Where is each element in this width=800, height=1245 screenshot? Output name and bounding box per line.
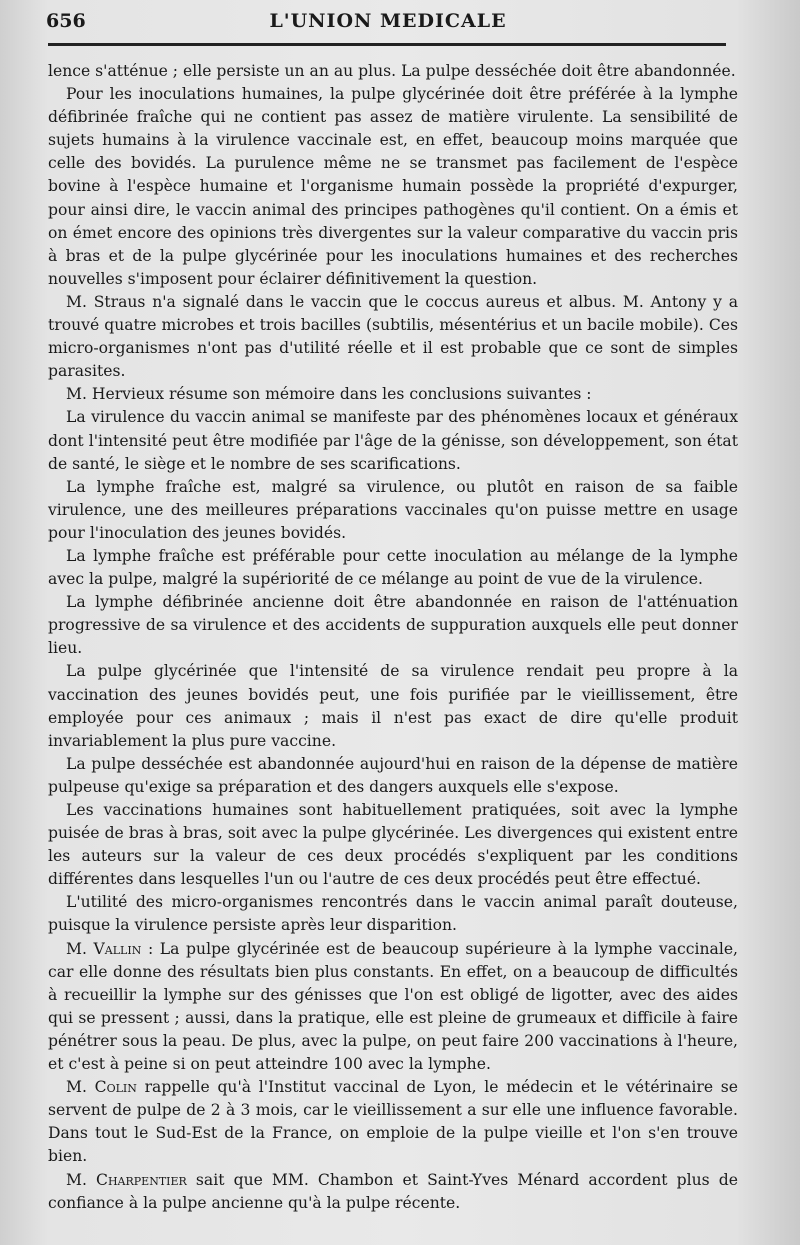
paragraph-text: sait que MM. Chambon et Saint-Yves Ménard accordent plus de confiance à la pulpe ancienne qu'à la pulpe récente. [48, 1170, 738, 1212]
paragraph: Les vaccinations humaines sont habituellement pratiquées, soit avec la lymphe puisée de bras à bras, soit avec la pulpe glycérinée. Les divergences qui existent entre les auteurs sur la valeur de ces deux procédés s'expliquent par les conditions différentes dans lesquelles l'un ou l'autre de ces deux procédés peut être effectué. [48, 801, 738, 889]
paragraph: La lymphe défibrinée ancienne doit être abandonnée en raison de l'atténuation progressive de sa virulence et des accidents de suppuration auxquels elle peut donner lieu. [48, 593, 738, 658]
speaker-name: M. Vallin [66, 939, 142, 958]
header-rule [48, 43, 726, 46]
paragraph-text: : La pulpe glycérinée est de beaucoup supérieure à la lymphe vaccinale, car elle donne des résultats bien plus constants. En effet, on a beaucoup de difficultés à recueillir la lymphe sur des génisses que l'on est obligé de ligotter, avec des aides qui se pressent ; aussi, dans la pratique, elle est pleine de grumeaux et difficile à faire pénétrer sous la peau. De plus, avec la pulpe, on peut faire 200 vaccinations à l'heure, et c'est à peine si on peut atteindre 100 avec la lymphe. [48, 939, 738, 1074]
paragraph [48, 1076, 738, 1168]
speaker-name: M. Charpentier [66, 1170, 187, 1189]
paragraph: La virulence du vaccin animal se manifeste par des phénomènes locaux et généraux dont l'intensité peut être modifiée par l'âge de la génisse, son développement, son état de santé, le siège et le nombre de ses scarifications. [48, 408, 738, 473]
paragraph: M. Hervieux résume son mémoire dans les conclusions suivantes : [66, 385, 592, 404]
paragraph: La pulpe glycérinée que l'intensité de sa virulence rendait peu propre à la vaccination des jeunes bovidés peut, une fois purifiée par le vieillissement, être employée pour ces animaux ; mais il n'est pas exact de dire qu'elle produit invariablement la plus pure vaccine. [48, 662, 738, 750]
running-title: L'UNION MEDICALE [269, 10, 507, 32]
paragraph [48, 1169, 738, 1215]
paragraph: L'utilité des micro-organismes rencontrés dans le vaccin animal paraît douteuse, puisque la virulence persiste après leur disparition. [48, 893, 738, 935]
paragraph: M. Straus n'a signalé dans le vaccin que le coccus aureus et albus. M. Antony y a trouvé quatre microbes et trois bacilles (subtilis, mésentérius et un bacile mobile). Ces micro-organismes n'ont pas d'utilité réelle et il est probable que ce sont de simples parasites. [48, 292, 738, 381]
paragraph: La pulpe desséchée est abandonnée aujourd'hui en raison de la dépense de matière pulpeuse qu'exige sa préparation et des dangers auxquels elle s'expose. [48, 754, 738, 796]
page-header [46, 6, 730, 36]
paragraph-text: rappelle qu'à l'Institut vaccinal de Lyon, le médecin et le vétérinaire se servent de pulpe de 2 à 3 mois, car le vieillissement a sur elle une influence favorable. Dans tout le Sud-Est de la France, on emploie de la pulpe vieille et l'on s'en trouve bien. [48, 1078, 738, 1166]
paragraph: La lymphe fraîche est, malgré sa virulence, ou plutôt en raison de sa faible virulence, une des meilleures préparations vaccinales qu'on puisse mettre en usage pour l'inoculation des jeunes bovidés. [48, 477, 738, 542]
article-body [48, 60, 738, 1215]
paragraph: Pour les inoculations humaines, la pulpe glycérinée doit être préférée à la lymphe défibrinée fraîche qui ne contient pas assez de matière virulente. La sensibilité de sujets humains à la virulence vaccinale est, en effet, beaucoup moins marquée que celle des bovidés. La purulence même ne se transmet pas facilement de l'espèce bovine à l'espèce humaine et l'organisme humain possède la propriété d'expurger, pour ainsi dire, le vaccin animal des principes pathogènes qu'il contient. On a émis et on émet encore des opinions très divergentes sur la valeur comparative du vaccin pris à bras et de la pulpe glycérinée pour les inoculations humaines et des recherches nouvelles s'imposent pour éclairer définitivement la question. [48, 85, 738, 288]
paragraph [48, 938, 738, 1077]
speaker-name: M. Colin [66, 1078, 137, 1097]
paragraph: La lymphe fraîche est préférable pour cette inoculation au mélange de la lymphe avec la pulpe, malgré la supériorité de ce mélange au point de vue de la virulence. [48, 546, 738, 589]
page-number: 656 [46, 10, 86, 32]
paragraph: lence s'atténue ; elle persiste un an au plus. La pulpe desséchée doit être abandonnée. [48, 62, 736, 80]
